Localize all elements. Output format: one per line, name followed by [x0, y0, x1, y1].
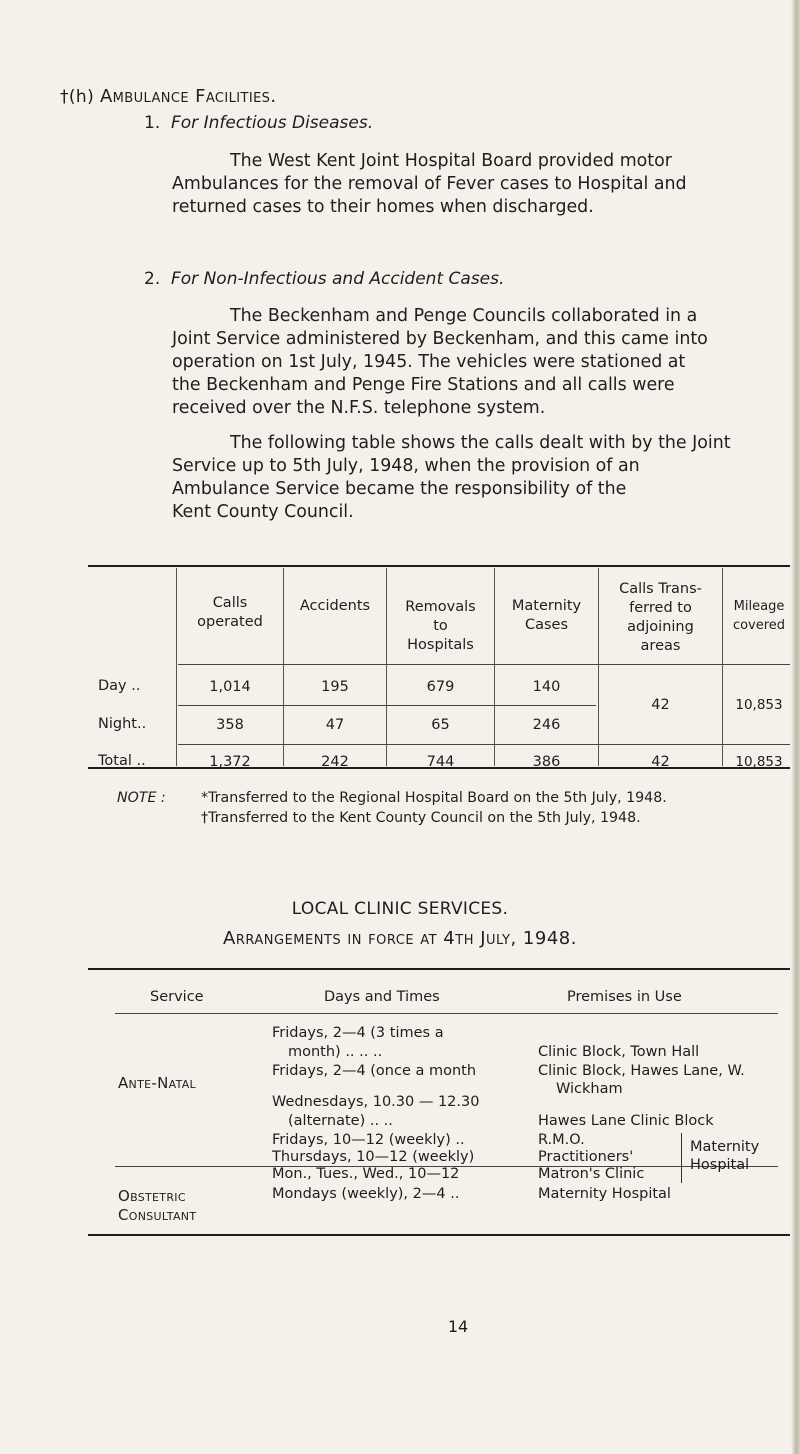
brace-icon: [681, 1133, 688, 1183]
premises-line: Matron's Clinic: [538, 1166, 645, 1182]
paragraph-line: returned cases to their homes when discharged.: [172, 197, 594, 217]
total-removals: 744: [426, 754, 455, 770]
day-night-transferred: 42: [651, 697, 670, 713]
note-line-2: †Transferred to the Kent County Council on the 5th July, 1948.: [201, 810, 641, 826]
day-accidents: 195: [321, 679, 349, 695]
header-calls-operated: Calls operated: [197, 595, 263, 630]
row-label-night: Night..: [98, 716, 147, 732]
obstetric-days: Mondays (weekly), 2—4 ..: [272, 1186, 460, 1202]
obstetric-premises: Maternity Hospital: [538, 1186, 671, 1202]
days-line: month) .. .. ..: [288, 1044, 383, 1060]
paragraph-line: Service up to 5th July, 1948, when the provision of an: [172, 456, 640, 476]
night-accidents: 47: [325, 717, 345, 733]
service-consultant: Consultant: [118, 1206, 197, 1224]
days-line: Fridays, 2—4 (once a month: [272, 1063, 477, 1079]
paragraph-line: operation on 1st July, 1945. The vehicles were stationed at: [172, 352, 686, 372]
service-ante-natal: Ante-Natal: [118, 1074, 196, 1092]
service-obstetric: Obstetric: [118, 1187, 186, 1205]
total-calls: 1,372: [209, 754, 251, 770]
section-title: Ambulance Facilities.: [99, 86, 277, 107]
subsection-2-paragraph-1: [172, 305, 784, 420]
night-maternity: 246: [532, 717, 561, 733]
day-night-mileage: 10,853: [735, 697, 783, 713]
paragraph-line: The Beckenham and Penge Councils collaborated in a: [230, 306, 698, 326]
day-maternity: 140: [532, 679, 561, 695]
paragraph-line: Joint Service administered by Beckenham, and this came into: [172, 329, 708, 349]
total-transferred: 42: [651, 754, 670, 770]
paragraph-line: Ambulances for the removal of Fever cases to Hospital and: [172, 174, 687, 194]
row-label-day: Day ..: [98, 678, 141, 694]
clinic-header-rule: [115, 1013, 778, 1014]
premises-line: Practitioners': [538, 1149, 634, 1165]
subsection-2-title: For Non-Infectious and Accident Cases.: [171, 269, 505, 289]
table-top-rule: [88, 565, 790, 567]
days-line: Mon., Tues., Wed., 10—12: [272, 1166, 460, 1182]
paragraph-line: received over the N.F.S. telephone system.: [172, 398, 546, 418]
header-maternity: Maternity Cases: [511, 598, 582, 633]
days-line: (alternate) .. ..: [288, 1113, 393, 1129]
total-accidents: 242: [321, 754, 349, 770]
paragraph-line: the Beckenham and Penge Fire Stations and all calls were: [172, 375, 675, 395]
clinic-top-rule: [88, 968, 790, 970]
night-calls: 358: [216, 717, 244, 733]
header-underline: [178, 664, 790, 665]
total-mileage: 10,853: [735, 754, 783, 770]
days-line: Fridays, 2—4 (3 times a: [272, 1025, 444, 1041]
clinic-subtitle: Arrangements in force at 4th July, 1948.: [223, 928, 577, 949]
paragraph-line: Kent County Council.: [172, 502, 354, 522]
header-transferred: Calls Trans- ferred to adjoining areas: [619, 581, 702, 654]
paragraph-line: The West Kent Joint Hospital Board provided motor: [230, 151, 672, 171]
header-accidents: Accidents: [299, 598, 371, 614]
subsection-1-title: For Infectious Diseases.: [171, 113, 374, 133]
paragraph-line: The following table shows the calls dealt with by the Joint: [230, 433, 731, 453]
clinic-title: LOCAL CLINIC SERVICES.: [291, 899, 509, 919]
clinic-header-premises: Premises in Use: [567, 989, 682, 1005]
subsection-2-paragraph-2: [172, 432, 784, 524]
page-number: 14: [447, 1317, 469, 1336]
section-heading: [60, 86, 276, 107]
total-maternity: 386: [532, 754, 561, 770]
night-removals: 65: [431, 717, 450, 733]
clinic-header-service: Service: [150, 989, 204, 1005]
brace-label: Hospital: [690, 1157, 750, 1173]
header-mileage: Mileage covered: [732, 599, 786, 633]
row-label-total: Total ..: [98, 753, 146, 769]
brace-label: Maternity: [690, 1139, 760, 1155]
days-line: Thursdays, 10—12 (weekly): [272, 1149, 475, 1165]
page-edge-shadow: [791, 0, 800, 1454]
subsection-1-number: 1.: [144, 113, 161, 133]
subsection-1-heading: [144, 113, 373, 133]
day-removals: 679: [426, 679, 455, 695]
premises-line: Clinic Block, Hawes Lane, W.: [538, 1063, 745, 1079]
days-line: Wednesdays, 10.30 — 12.30: [272, 1094, 480, 1110]
subsection-2-number: 2.: [144, 269, 161, 289]
header-removals: Removals to Hospitals: [405, 599, 476, 653]
premises-line: Clinic Block, Town Hall: [538, 1044, 700, 1060]
day-calls: 1,014: [209, 679, 251, 695]
subsection-2-heading: [144, 269, 504, 289]
section-marker: †(h): [60, 87, 95, 107]
premises-line: Hawes Lane Clinic Block: [538, 1113, 714, 1129]
subsection-1-paragraph: [172, 150, 784, 219]
row-separator: [178, 705, 596, 706]
premises-line: Wickham: [556, 1081, 623, 1097]
row-separator: [178, 744, 790, 745]
clinic-bottom-rule: [88, 1234, 790, 1236]
note-label: NOTE :: [117, 790, 166, 806]
days-line: Fridays, 10—12 (weekly) ..: [272, 1132, 465, 1148]
clinic-header-days: Days and Times: [324, 989, 440, 1005]
premises-line: R.M.O.: [538, 1132, 585, 1148]
paragraph-line: Ambulance Service became the responsibility of the: [172, 479, 627, 499]
note-line-1: *Transferred to the Regional Hospital Board on the 5th July, 1948.: [201, 790, 667, 806]
